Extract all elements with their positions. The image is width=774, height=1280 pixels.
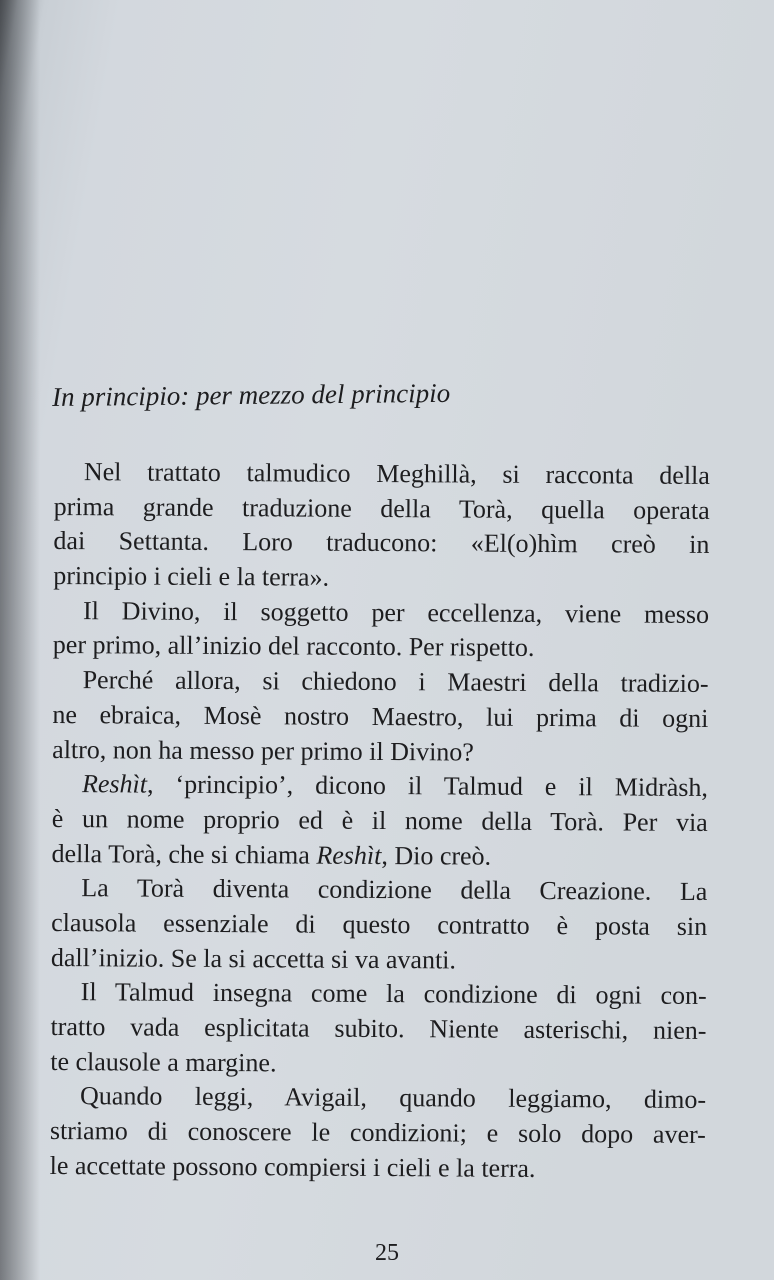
text-line: dall’inizio. Se la si accetta si va avanti. bbox=[50, 942, 457, 975]
text-line: le accettate possono compiersi i cieli e la terra. bbox=[49, 1150, 536, 1183]
text-line: dai Settanta. Loro traducono: «El(o)hìm creò in bbox=[53, 526, 710, 560]
text-line: Perché allora, si chiedono i Maestri della tradizio- bbox=[82, 665, 709, 699]
section-title: In principio: per mezzo del principio bbox=[51, 377, 451, 412]
text-line: altro, non ha messo per primo il Divino? bbox=[52, 734, 474, 767]
text-line: Il Divino, il soggetto per eccellenza, viene messo bbox=[82, 595, 710, 629]
text-line: striamo di conoscere le condizioni; e solo dopo aver- bbox=[49, 1116, 706, 1150]
text-line: prima grande traduzione della Torà, quella operata bbox=[53, 491, 710, 525]
text-line: tratto vada esplicitata subito. Niente asterischi, nien- bbox=[50, 1011, 707, 1045]
text-line: è un nome proprio ed è il nome della Torà. Per via bbox=[51, 803, 708, 837]
italic-term: Reshìt bbox=[81, 769, 148, 799]
italic-term: Reshìt bbox=[316, 840, 382, 870]
text-line: La Torà diventa condizione della Creazione. La bbox=[81, 873, 708, 907]
text-line: clausola essenziale di questo contratto è posta sin bbox=[51, 907, 708, 941]
body-text bbox=[50, 455, 710, 1187]
page-number: 25 bbox=[375, 1240, 399, 1266]
text-line: Quando leggi, Avigail, quando leggiamo, dimo- bbox=[79, 1081, 707, 1115]
text-line: principio i cieli e la terra». bbox=[53, 561, 330, 592]
text-line: Reshìt, ‘principio’, dicono il Talmud e il Midràsh, bbox=[81, 769, 709, 803]
text-line: te clausole a margine. bbox=[50, 1046, 277, 1078]
text-line: Nel trattato talmudico Meghillà, si racconta della bbox=[83, 457, 710, 491]
text-line: della Torà, che si chiama Reshìt, Dio creò. bbox=[51, 838, 492, 871]
text-line: Il Talmud insegna come la condizione di ogni con- bbox=[80, 977, 707, 1011]
text-line: ne ebraica, Mosè nostro Maestro, lui prima di ogni bbox=[52, 699, 709, 733]
text-line: per primo, all’inizio del racconto. Per rispetto. bbox=[52, 630, 535, 663]
